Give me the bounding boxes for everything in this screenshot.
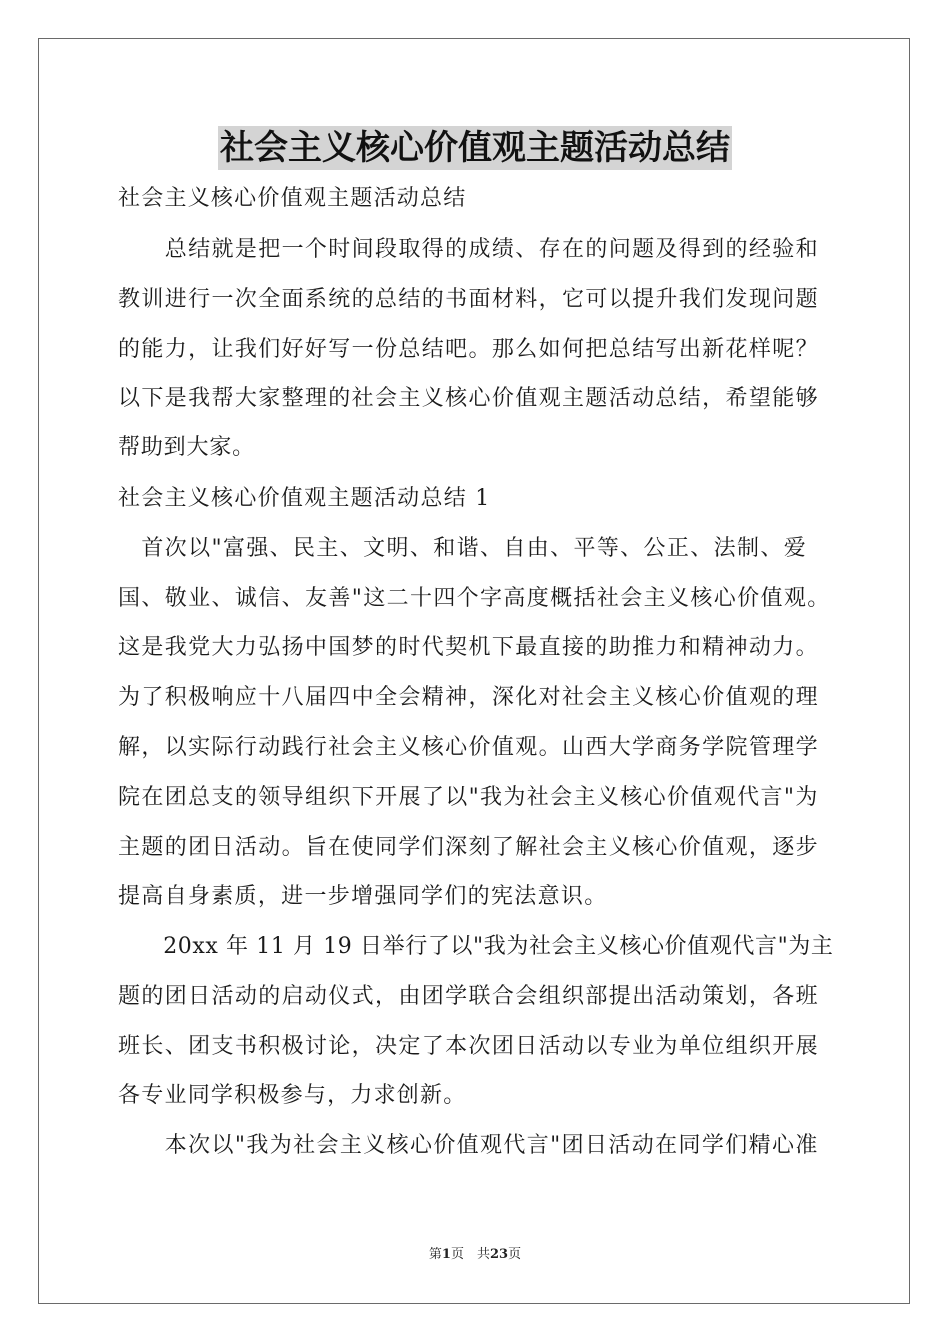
footer-current-page: 1	[441, 1247, 451, 1262]
page-footer	[0, 1246, 950, 1264]
body-line: 各专业同学积极参与，力求创新。	[118, 1083, 467, 1108]
title-wrapper	[0, 126, 950, 170]
body-line: 教训进行一次全面系统的总结的书面材料，它可以提升我们发现问题	[118, 287, 820, 312]
body-line: 的能力，让我们好好写一份总结吧。那么如何把总结写出新花样呢？	[118, 337, 820, 362]
document-title: 社会主义核心价值观主题活动总结	[220, 128, 730, 168]
body-line: 国、敬业、诚信、友善"这二十四个字高度概括社会主义核心价值观。	[118, 586, 831, 611]
body-line: 班长、团支书积极讨论，决定了本次团日活动以专业为单位组织开展	[118, 1034, 820, 1059]
body-line: 总结就是把一个时间段取得的成绩、存在的问题及得到的经验和	[118, 237, 820, 262]
footer-total-pages: 23	[489, 1247, 509, 1262]
body-line: 题的团日活动的启动仪式，由团学联合会组织部提出活动策划，各班	[118, 984, 820, 1009]
page-border	[38, 38, 910, 1304]
body-line: 帮助到大家。	[118, 435, 256, 460]
body-line: 为了积极响应十八届四中全会精神，深化对社会主义核心价值观的理	[118, 685, 820, 710]
footer-suffix: 页	[508, 1247, 522, 1262]
body-line: 社会主义核心价值观主题活动总结	[118, 186, 467, 211]
body-line: 以下是我帮大家整理的社会主义核心价值观主题活动总结，希望能够	[118, 386, 820, 411]
body-line: 社会主义核心价值观主题活动总结 1	[118, 486, 491, 511]
body-line: 院在团总支的领导组织下开展了以"我为社会主义核心价值观代言"为	[118, 785, 819, 810]
body-line: 主题的团日活动。旨在使同学们深刻了解社会主义核心价值观，逐步	[118, 835, 820, 860]
body-line: 本次以"我为社会主义核心价值观代言"团日活动在同学们精心准	[118, 1133, 819, 1158]
body-line: 首次以"富强、民主、文明、和谐、自由、平等、公正、法制、爱	[118, 536, 808, 561]
body-line: 20xx 年 11 月 19 日举行了以"我为社会主义核心价值观代言"为主	[118, 934, 834, 959]
footer-prefix: 第	[428, 1247, 442, 1262]
footer-mid: 页 共	[450, 1247, 490, 1262]
body-line: 解，以实际行动践行社会主义核心价值观。山西大学商务学院管理学	[118, 735, 820, 760]
body-line: 提高自身素质，进一步增强同学们的宪法意识。	[118, 884, 608, 909]
body-line: 这是我党大力弘扬中国梦的时代契机下最直接的助推力和精神动力。	[118, 635, 820, 660]
